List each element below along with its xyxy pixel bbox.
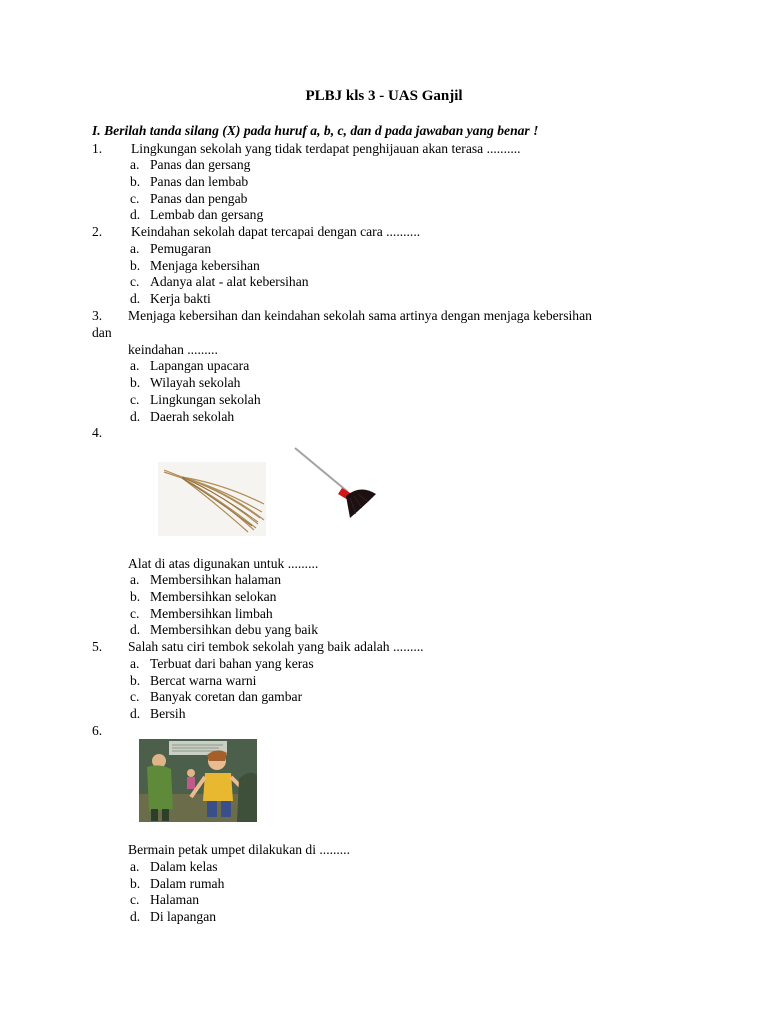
question-number: 3. — [92, 308, 103, 323]
option-letter: a. — [130, 656, 140, 671]
option-item — [130, 207, 263, 223]
question-number: 4. — [92, 425, 103, 440]
option-item — [130, 392, 261, 408]
option-item — [130, 174, 248, 190]
option-item — [130, 876, 224, 892]
option-letter: c. — [130, 689, 140, 704]
option-text: Bersih — [150, 706, 186, 721]
option-item — [130, 892, 199, 908]
question-text-continued: keindahan ......... — [128, 342, 218, 357]
option-letter: a. — [130, 358, 140, 373]
option-item — [130, 909, 216, 925]
broom-image — [290, 444, 380, 522]
option-text: Panas dan lembab — [150, 174, 249, 189]
option-text: Membersihkan debu yang baik — [150, 622, 318, 637]
option-item — [130, 258, 260, 274]
instruction: I. Berilah tanda silang (X) pada huruf a, b, c, dan d pada jawaban yang benar ! — [92, 123, 539, 138]
question-number: 2. — [92, 224, 103, 239]
palm-broom-image — [158, 462, 266, 536]
option-item — [130, 157, 250, 173]
option-item — [130, 274, 309, 290]
option-text: Membersihkan halaman — [150, 572, 281, 587]
option-text: Kerja bakti — [150, 291, 211, 306]
option-text: Membersihkan selokan — [150, 589, 277, 604]
option-text: Terbuat dari bahan yang keras — [150, 656, 314, 671]
option-letter: d. — [130, 291, 141, 306]
option-text: Membersihkan limbah — [150, 606, 273, 621]
option-text: Halaman — [150, 892, 200, 907]
option-item — [130, 291, 211, 307]
question-text-wrap: dan — [92, 325, 112, 340]
option-letter: b. — [130, 258, 141, 273]
option-text: Panas dan gersang — [150, 157, 251, 172]
option-item — [130, 656, 314, 672]
option-text: Dalam rumah — [150, 876, 225, 891]
option-letter: b. — [130, 876, 141, 891]
option-item — [130, 409, 234, 425]
question-text: Lingkungan sekolah yang tidak terdapat penghijauan akan terasa .......... — [131, 141, 521, 156]
question-number: 5. — [92, 639, 103, 654]
option-letter: a. — [130, 241, 140, 256]
hide-and-seek-illustration — [139, 739, 257, 822]
option-text: Di lapangan — [150, 909, 217, 924]
option-letter: a. — [130, 572, 140, 587]
option-letter: b. — [130, 375, 141, 390]
option-text: Panas dan pengab — [150, 191, 248, 206]
option-text: Lembab dan gersang — [150, 207, 264, 222]
option-text: Lapangan upacara — [150, 358, 250, 373]
question-text: Alat di atas digunakan untuk ......... — [128, 556, 319, 571]
option-item — [130, 375, 240, 391]
question-number: 1. — [92, 141, 103, 156]
option-letter: a. — [130, 859, 140, 874]
option-item — [130, 241, 211, 257]
question-text: Keindahan sekolah dapat tercapai dengan cara .......... — [131, 224, 421, 239]
option-item — [130, 706, 186, 722]
option-letter: c. — [130, 606, 140, 621]
option-letter: b. — [130, 673, 141, 688]
question-number: 6. — [92, 723, 103, 738]
option-text: Dalam kelas — [150, 859, 218, 874]
option-letter: d. — [130, 909, 141, 924]
option-letter: c. — [130, 191, 140, 206]
option-text: Daerah sekolah — [150, 409, 235, 424]
option-text: Bercat warna warni — [150, 673, 257, 688]
option-letter: a. — [130, 157, 140, 172]
option-item — [130, 606, 273, 622]
option-letter: b. — [130, 174, 141, 189]
option-item — [130, 859, 218, 875]
option-text: Lingkungan sekolah — [150, 392, 261, 407]
option-letter: c. — [130, 274, 140, 289]
question-text: Bermain petak umpet dilakukan di ......... — [128, 842, 350, 857]
option-text: Wilayah sekolah — [150, 375, 241, 390]
option-letter: b. — [130, 589, 141, 604]
page-title: PLBJ kls 3 - UAS Ganjil — [305, 88, 463, 104]
option-item — [130, 572, 281, 588]
question-text: Menjaga kebersihan dan keindahan sekolah sama artinya dengan menjaga kebersihan — [128, 308, 592, 323]
option-text: Adanya alat - alat kebersihan — [150, 274, 309, 289]
option-text: Menjaga kebersihan — [150, 258, 260, 273]
option-item — [130, 191, 247, 207]
option-letter: d. — [130, 409, 141, 424]
option-text: Banyak coretan dan gambar — [150, 689, 303, 704]
option-text: Pemugaran — [150, 241, 212, 256]
option-item — [130, 622, 318, 638]
option-item — [130, 358, 249, 374]
option-item — [130, 673, 256, 689]
option-item — [130, 689, 302, 705]
question-text: Salah satu ciri tembok sekolah yang baik adalah ......... — [128, 639, 424, 654]
option-letter: c. — [130, 892, 140, 907]
option-letter: d. — [130, 622, 141, 637]
option-item — [130, 589, 276, 605]
option-letter: c. — [130, 392, 140, 407]
option-letter: d. — [130, 706, 141, 721]
option-letter: d. — [130, 207, 141, 222]
